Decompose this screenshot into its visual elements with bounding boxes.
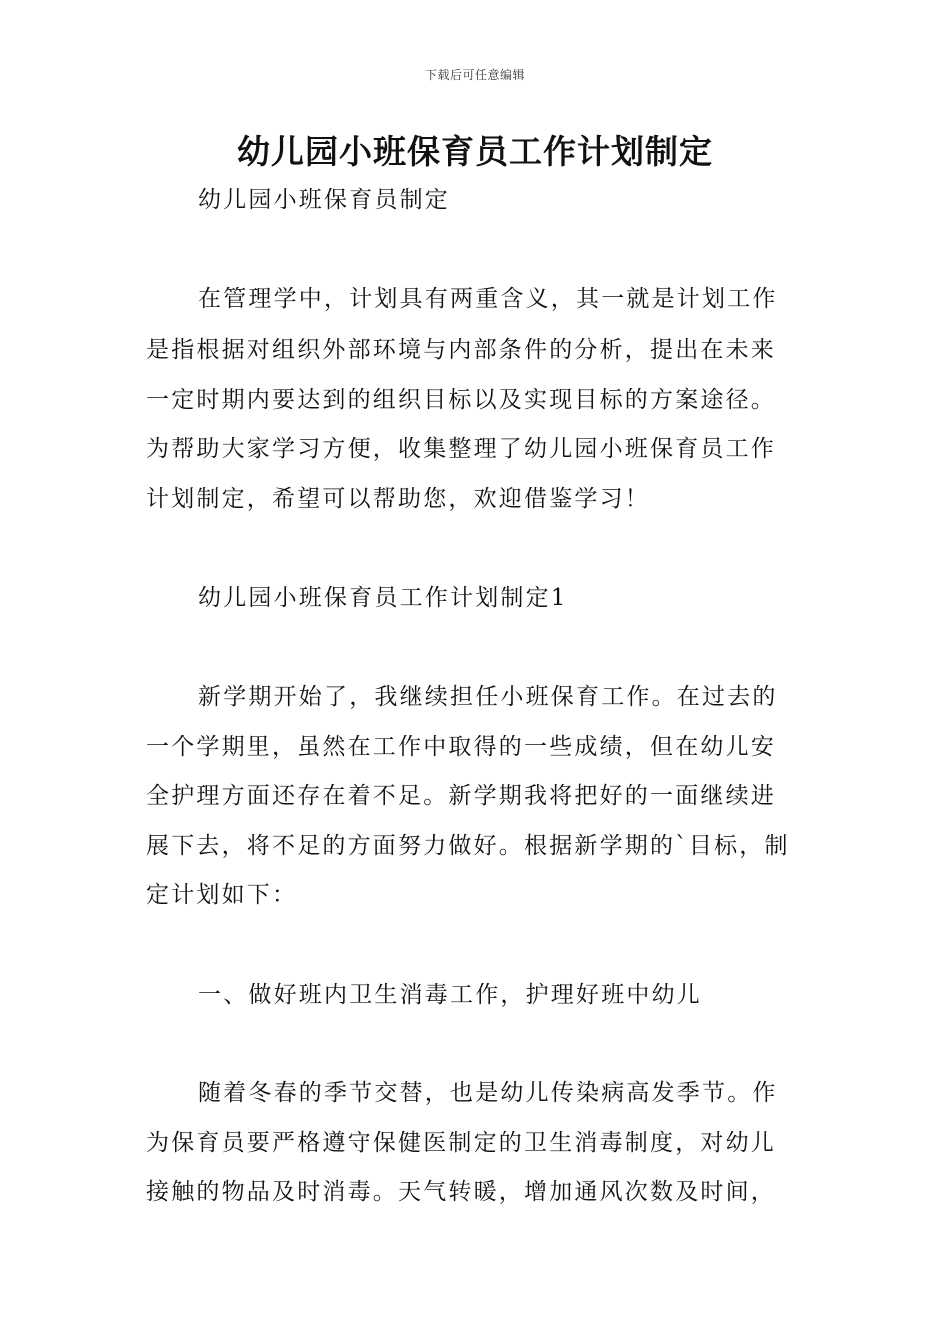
paragraph-line: 计划制定，希望可以帮助您，欢迎借鉴学习！ — [146, 486, 650, 512]
paragraph-line: 一定时期内要达到的组织目标以及实现目标的方案途径。 — [146, 387, 776, 413]
paragraph-line: 定计划如下： — [146, 882, 298, 908]
subtitle-line: 幼儿园小班保育员制定 — [198, 187, 450, 213]
paragraph-line: 展下去，将不足的方面努力做好。根据新学期的`目标，制 — [146, 833, 790, 859]
paragraph-line: 接触的物品及时消毒。天气转暖，增加通风次数及时间， — [146, 1179, 776, 1205]
paragraph-line: 一个学期里，虽然在工作中取得的一些成绩，但在幼儿安 — [146, 734, 776, 760]
paragraph-line: 在管理学中，计划具有两重含义，其一就是计划工作 — [198, 286, 778, 312]
paragraph-line: 全护理方面还存在着不足。新学期我将把好的一面继续进 — [146, 783, 776, 809]
paragraph-line: 是指根据对组织外部环境与内部条件的分析，提出在未来 — [146, 337, 776, 363]
header-note: 下载后可任意编辑 — [424, 68, 525, 82]
paragraph-line: 随着冬春的季节交替，也是幼儿传染病高发季节。作 — [198, 1080, 778, 1106]
paragraph-line: 为保育员要严格遵守保健医制定的卫生消毒制度，对幼儿 — [146, 1130, 776, 1156]
section-heading: 一、做好班内卫生消毒工作，护理好班中幼儿 — [198, 982, 702, 1008]
paragraph-line: 新学期开始了，我继续担任小班保育工作。在过去的 — [198, 684, 778, 710]
section-heading: 幼儿园小班保育员工作计划制定1 — [198, 585, 568, 611]
paragraph-line: 为帮助大家学习方便，收集整理了幼儿园小班保育员工作 — [146, 436, 776, 462]
document-title: 幼儿园小班保育员工作计划制定 — [237, 132, 713, 171]
